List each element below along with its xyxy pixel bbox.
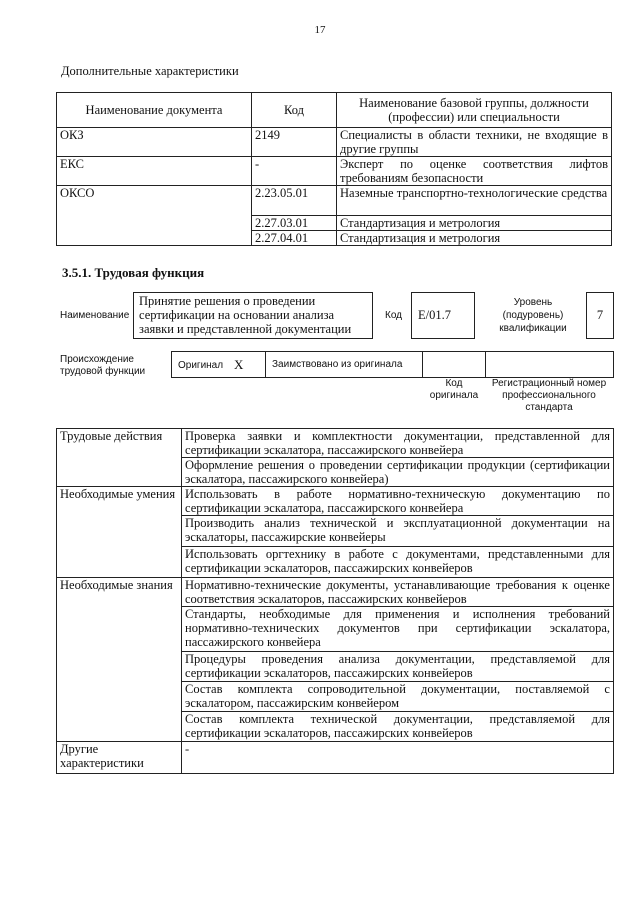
original-mark: X xyxy=(234,357,244,372)
function-heading: 3.5.1. Трудовая функция xyxy=(62,265,205,280)
function-name: Принятие решения о проведении сертификации на основании анализа заявки и представленной документации xyxy=(133,292,373,339)
cell-name: Стандартизация и метрология xyxy=(337,231,612,246)
knowledge-item: Стандарты, необходимые для применения и исполнения требований нормативно-технических документов при сертификации эскалатора, пассажирского конвейера xyxy=(182,607,614,652)
code-label: Код xyxy=(385,310,403,321)
reg-number-cell xyxy=(485,351,614,378)
cell-code: 2.23.05.01 xyxy=(252,186,337,216)
orig-code-cell xyxy=(422,351,486,378)
cell-code: 2.27.03.01 xyxy=(252,216,337,231)
orig-code-caption: Код оригинала xyxy=(429,378,479,401)
borrowed-cell: Заимствовано из оригинала xyxy=(265,351,423,378)
header-code: Код xyxy=(252,93,337,128)
knowledge-label: Необходимые знания xyxy=(57,578,182,742)
header-doc: Наименование документа xyxy=(57,93,252,128)
original-label: Оригинал xyxy=(178,360,224,371)
name-label: Наименование xyxy=(60,310,130,321)
section-title: Дополнительные характеристики xyxy=(61,64,239,78)
actions-label: Трудовые действия xyxy=(57,429,182,487)
cell-name: Эксперт по оценке соответствия лифтов требованиям безопасности xyxy=(337,157,612,186)
skill-item: Использовать оргтехнику в работе с документами, представленными для сертификации эскалаторов, пассажирских конвейеров xyxy=(182,547,614,578)
skill-item: Производить анализ технической и эксплуатационной документации на эскалаторы, пассажирские конвейеры xyxy=(182,516,614,547)
function-details-table xyxy=(56,428,614,774)
cell-doc: ОКСО xyxy=(57,186,252,246)
level-label: Уровень (подуровень) квалификации xyxy=(499,297,567,334)
other-value: - xyxy=(182,742,614,774)
header-name: Наименование базовой группы, должности (профессии) или специальности xyxy=(337,93,612,128)
cell-doc: ЕКС xyxy=(57,157,252,186)
skill-item: Использовать в работе нормативно-техническую документацию по сертификации эскалатора, пассажирского конвейера xyxy=(182,487,614,516)
knowledge-item: Процедуры проведения анализа документации, представляемой для сертификации эскалаторов, пассажирских конвейеров xyxy=(182,652,614,682)
other-label: Другие характеристики xyxy=(57,742,182,774)
knowledge-item: Состав комплекта сопроводительной документации, поставляемой с эскалатором, пассажирским конвейером xyxy=(182,682,614,712)
cell-name: Специалисты в области техники, не входящие в другие группы xyxy=(337,128,612,157)
action-item: Проверка заявки и комплектности документации, представленной для сертификации эскалатора, пассажирского конвейера xyxy=(182,429,614,458)
cell-code: 2.27.04.01 xyxy=(252,231,337,246)
function-code: Е/01.7 xyxy=(411,292,475,339)
original-cell xyxy=(171,351,266,378)
page-number: 17 xyxy=(314,24,326,36)
action-item: Оформление решения о проведении сертификации продукции (сертификации эскалатора, пассажирского конвейера) xyxy=(182,458,614,487)
cell-code: - xyxy=(252,157,337,186)
cell-code: 2149 xyxy=(252,128,337,157)
cell-doc: ОКЗ xyxy=(57,128,252,157)
additional-characteristics-table xyxy=(56,92,612,246)
cell-name: Стандартизация и метрология xyxy=(337,216,612,231)
skills-label: Необходимые умения xyxy=(57,487,182,578)
level-value: 7 xyxy=(586,292,614,339)
origin-label: Происхождение трудовой функции xyxy=(60,354,146,377)
cell-name: Наземные транспортно-технологические средства xyxy=(337,186,612,216)
reg-number-caption: Регистрационный номер профессионального стандарта xyxy=(491,378,607,413)
knowledge-item: Состав комплекта технической документации, представляемой для сертификации эскалаторов, пассажирских конвейеров xyxy=(182,712,614,742)
knowledge-item: Нормативно-технические документы, устанавливающие требования к оценке соответствия эскалаторов, пассажирских конвейеров xyxy=(182,578,614,607)
